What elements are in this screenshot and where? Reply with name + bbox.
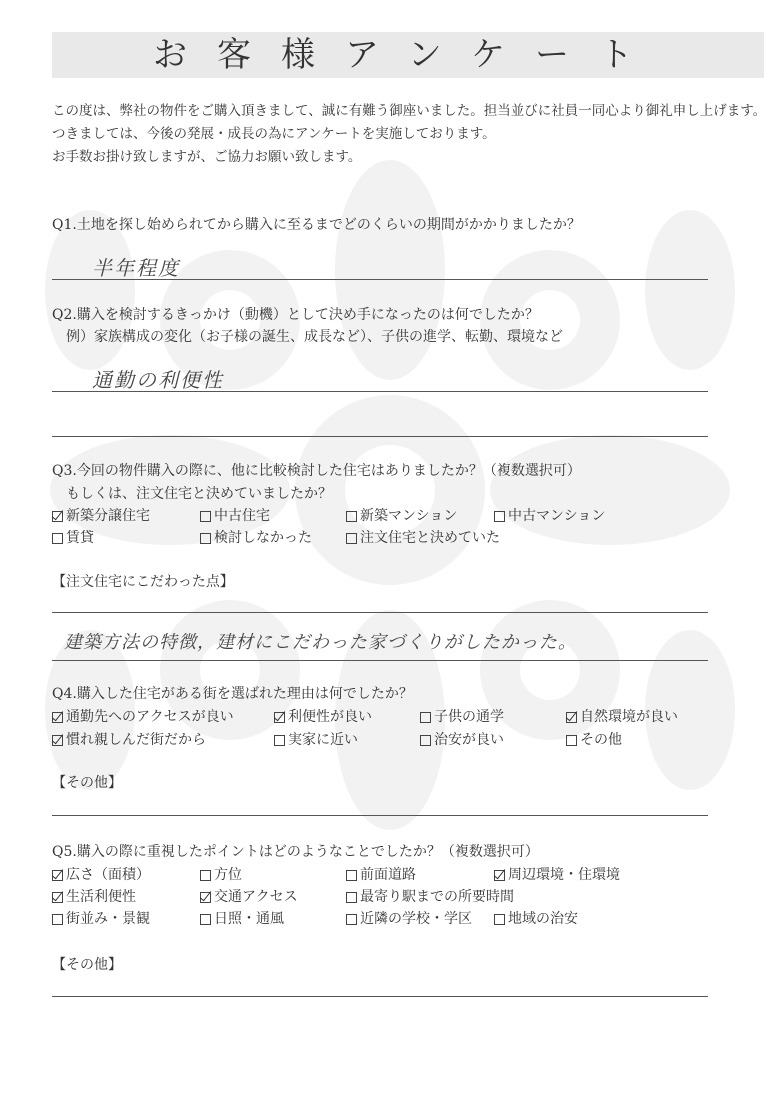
option-label: 注文住宅と決めていた — [360, 530, 500, 546]
q4-option-near-parents[interactable] — [274, 730, 358, 750]
q5-section-label: 【その他】 — [52, 957, 122, 973]
checkbox-checked-icon[interactable] — [52, 870, 63, 881]
q4-option-other[interactable] — [566, 730, 622, 750]
q5-option-station-time[interactable] — [346, 887, 514, 907]
option-label: 日照・通風 — [214, 911, 284, 927]
checkbox-icon[interactable] — [200, 870, 211, 881]
q4-option-convenience[interactable] — [274, 707, 372, 727]
q3-option-no-comparison[interactable] — [200, 528, 312, 548]
checkbox-icon[interactable] — [346, 914, 357, 925]
q5-option-sunlight[interactable] — [200, 909, 284, 929]
q3-option-used-house[interactable] — [200, 506, 270, 526]
option-label: 新築分譲住宅 — [66, 508, 150, 524]
checkbox-icon[interactable] — [494, 914, 505, 925]
checkbox-checked-icon[interactable] — [52, 712, 63, 723]
option-label: 最寄り駅までの所要時間 — [360, 889, 514, 905]
checkbox-icon[interactable] — [274, 735, 285, 746]
q4-question: Q4.購入した住宅がある街を選ばれた理由は何でしたか？ — [52, 686, 413, 702]
q3-answer-line-1 — [52, 612, 708, 613]
checkbox-icon[interactable] — [346, 870, 357, 881]
option-label: 実家に近い — [288, 732, 358, 748]
q3-question: Q3.今回の物件購入の際に、他に比較検討した住宅はありましたか？（複数選択可） — [52, 463, 581, 479]
page-title: お客様アンケート — [153, 35, 663, 75]
option-label: 近隣の学校・学区 — [360, 911, 472, 927]
q5-question: Q5.購入の際に重視したポイントはどのようなことでしたか？（複数選択可） — [52, 844, 539, 860]
checkbox-checked-icon[interactable] — [494, 870, 505, 881]
q5-option-streetscape[interactable] — [52, 909, 150, 929]
q3-answer: 建築方法の特徴，建材にこだわった家づくりがしたかった。 — [64, 632, 577, 653]
option-label: 通勤先へのアクセスが良い — [66, 709, 234, 725]
intro-line-3: お手数お掛け致しますが、ご協力お願い致します。 — [52, 149, 362, 165]
q5-option-transport-access[interactable] — [200, 887, 298, 907]
option-label: 広さ（面積） — [66, 867, 150, 883]
checkbox-checked-icon[interactable] — [274, 712, 285, 723]
checkbox-icon[interactable] — [420, 712, 431, 723]
intro-line-2: つきましては、今後の発展・成長の為にアンケートを実施しております。 — [52, 126, 496, 142]
q3-section-label: 【注文住宅にこだわった点】 — [52, 574, 234, 590]
option-label: 検討しなかった — [214, 530, 312, 546]
option-label: 新築マンション — [360, 508, 458, 524]
q4-option-commute-access[interactable] — [52, 707, 234, 727]
q4-section-label: 【その他】 — [52, 775, 122, 791]
option-label: 自然環境が良い — [580, 709, 678, 725]
option-label: 慣れ親しんだ街だから — [66, 732, 206, 748]
checkbox-checked-icon[interactable] — [566, 712, 577, 723]
checkbox-icon[interactable] — [346, 533, 357, 544]
q3-option-used-condo[interactable] — [494, 506, 605, 526]
checkbox-checked-icon[interactable] — [52, 892, 63, 903]
option-label: 子供の通学 — [434, 709, 504, 725]
q1-answer: 半年程度 — [92, 256, 180, 280]
q5-answer-line — [52, 996, 708, 997]
option-label: 利便性が良い — [288, 709, 372, 725]
checkbox-icon[interactable] — [346, 892, 357, 903]
q4-option-familiar-town[interactable] — [52, 730, 206, 750]
q3-option-rental[interactable] — [52, 528, 94, 548]
q5-option-front-road[interactable] — [346, 865, 416, 885]
checkbox-icon[interactable] — [566, 735, 577, 746]
q5-option-direction[interactable] — [200, 865, 242, 885]
q5-option-area-safety[interactable] — [494, 909, 578, 929]
q3-option-custom-house[interactable] — [346, 528, 500, 548]
q1-answer-line — [52, 279, 708, 280]
q1-question: Q1.土地を探し始められてから購入に至るまでどのくらいの期間がかかりましたか？ — [52, 217, 581, 233]
option-label: 方位 — [214, 867, 242, 883]
option-label: 中古住宅 — [214, 508, 270, 524]
checkbox-icon[interactable] — [494, 511, 505, 522]
q5-option-living-convenience[interactable] — [52, 887, 136, 907]
option-label: 街並み・景観 — [66, 911, 150, 927]
q2-answer-line-2 — [52, 436, 708, 437]
q4-option-school-commute[interactable] — [420, 707, 504, 727]
option-label: 交通アクセス — [214, 889, 298, 905]
option-label: 前面道路 — [360, 867, 416, 883]
q2-answer-line-1 — [52, 391, 708, 392]
q2-example: 例）家族構成の変化（お子様の誕生、成長など）、子供の進学、転勤、環境など — [66, 329, 563, 345]
q3-option-new-condo[interactable] — [346, 506, 457, 526]
option-label: 生活利便性 — [66, 889, 136, 905]
q4-option-safety[interactable] — [420, 730, 504, 750]
checkbox-icon[interactable] — [52, 914, 63, 925]
checkbox-icon[interactable] — [346, 511, 357, 522]
q4-option-nature[interactable] — [566, 707, 678, 727]
checkbox-icon[interactable] — [200, 511, 211, 522]
checkbox-checked-icon[interactable] — [52, 511, 63, 522]
q4-answer-line — [52, 815, 708, 816]
q5-option-area[interactable] — [52, 865, 150, 885]
intro-line-1: この度は、弊社の物件をご購入頂きまして、誠に有難う御座いました。担当並びに社員一同心より御礼申し上げます。 — [52, 103, 767, 119]
option-label: 治安が良い — [434, 732, 504, 748]
q3-answer-line-2 — [52, 660, 708, 661]
q3-question-2: もしくは、注文住宅と決めていましたか？ — [66, 486, 332, 502]
q3-option-new-built-house[interactable] — [52, 506, 150, 526]
q5-option-school-district[interactable] — [346, 909, 472, 929]
option-label: 周辺環境・住環境 — [508, 867, 620, 883]
option-label: 中古マンション — [508, 508, 606, 524]
checkbox-icon[interactable] — [200, 914, 211, 925]
option-label: 賃貸 — [66, 530, 94, 546]
checkbox-checked-icon[interactable] — [200, 892, 211, 903]
checkbox-icon[interactable] — [52, 533, 63, 544]
option-label: 地域の治安 — [508, 911, 578, 927]
q2-question: Q2.購入を検討するきっかけ（動機）として決め手になったのは何でしたか？ — [52, 307, 539, 323]
option-label: その他 — [580, 732, 622, 748]
checkbox-icon[interactable] — [420, 735, 431, 746]
q5-option-surroundings[interactable] — [494, 865, 620, 885]
checkbox-icon[interactable] — [200, 533, 211, 544]
q2-answer: 通勤の利便性 — [92, 368, 224, 392]
checkbox-checked-icon[interactable] — [52, 735, 63, 746]
